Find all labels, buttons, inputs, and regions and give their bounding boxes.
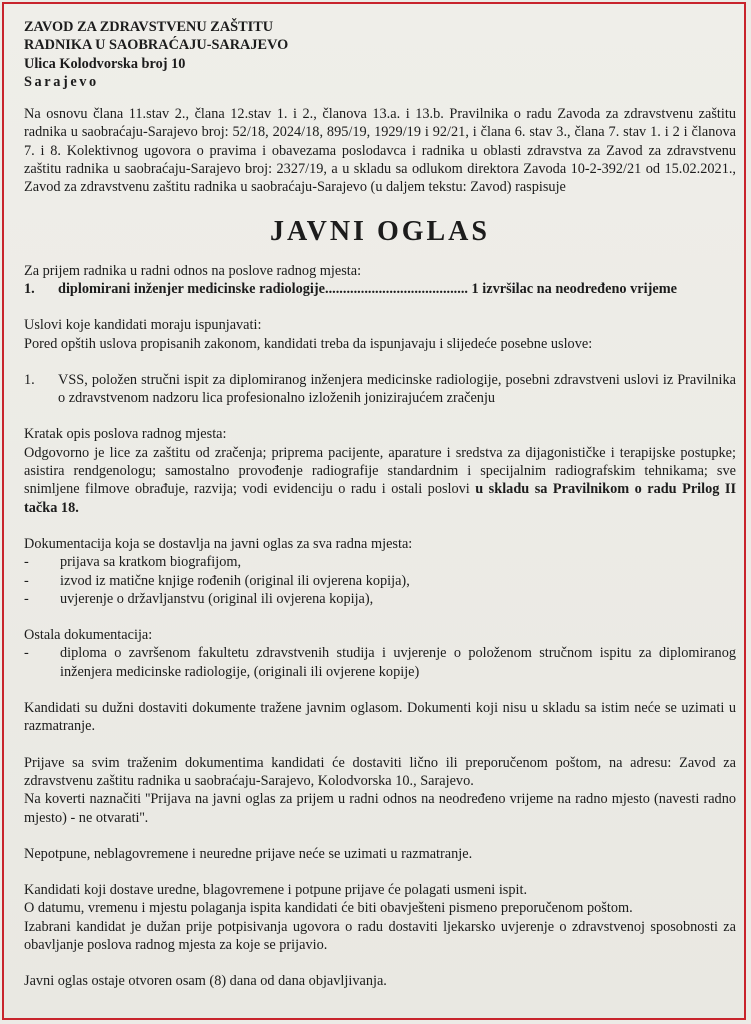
institution-address: Ulica Kolodvorska broj 10 (24, 55, 186, 72)
conditions-lead: Pored opštih uslova propisanih zakonom, kandidati treba da ispunjavaju i slijedeće posebne uslove: (24, 335, 593, 352)
institution-name-line2: RADNIKA U SAOBRAĆAJU-SARAJEVO (24, 37, 289, 54)
description-text (24, 444, 736, 517)
documentation-item (24, 572, 736, 590)
list-dash: - (24, 645, 29, 662)
documentation-item-text: izvod iz matične knjige rođenih (original ili ovjerena kopija), (60, 572, 410, 589)
condition-text: VSS, položen stručni ispit za diplomiranog inženjera medicinske radiologije, posebni zdravstveni uslovi iz Pravilnika o zdravstvenom nadzoru lica profesionalno izloženih jonizirajućem zračenju (58, 371, 736, 407)
documentation-item-text: uvjerenje o državljanstvu (original ili ovjerena kopija), (60, 590, 374, 607)
list-dash: - (24, 572, 29, 589)
conditions-heading: Uslovi koje kandidati moraju ispunjavati: (24, 317, 262, 334)
condition-item (24, 371, 736, 408)
documentation-item-text: prijava sa kratkom biografijom, (60, 554, 242, 571)
position-title: diplomirani inženjer medicinske radiologije........................................ 1 izvršilac na neodređeno vrijeme (58, 280, 677, 297)
obligation-paragraph: Kandidati su dužni dostaviti dokumente tražene javnim oglasom. Dokumenti koji nisu u skladu sa istim neće se uzimati u razmatranje. (24, 700, 736, 735)
submission-paragraph: Prijave sa svim traženim dokumentima kandidati će dostaviti lično ili preporučenom poštom, na adresu: Zavod za zdravstvenu zaštitu radnika u saobraćaju-Sarajevo, Kolodvorska 10., Sarajevo. (24, 754, 736, 789)
institution-header (24, 18, 736, 91)
envelope-paragraph: Na koverti naznačiti ''Prijava na javni oglas za prijem u radni odnos na neodređeno vrijeme na radno mjesto (navesti radno mjesto) - ne otvarati''. (24, 791, 736, 826)
documentation-item (24, 590, 736, 608)
list-dash: - (24, 590, 29, 607)
description-heading: Kratak opis poslova radnog mjesta: (24, 426, 227, 443)
position-item (24, 280, 736, 298)
institution-city: Sarajevo (24, 73, 99, 90)
position-lead: Za prijem radnika u radni odnos na poslove radnog mjesta: (24, 262, 362, 279)
documentation-item (24, 553, 736, 571)
description-reference: u skladu sa Pravilnikom o radu Prilog II tačka 18. (24, 481, 737, 516)
incomplete-paragraph: Nepotpune, neblagovremene i neuredne prijave neće se uzimati u razmatranje. (24, 845, 473, 862)
medical-paragraph: Izabrani kandidat je dužan prije potpisivanja ugovora o radu dostaviti ljekarsko uvjerenje o zdravstvenoj sposobnosti za obavljanje poslova radnog mjesta za koje se prijavio. (24, 918, 736, 953)
open-period-paragraph: Javni oglas ostaje otvoren osam (8) dana od dana objavljivanja. (24, 973, 387, 990)
announcement-body (24, 18, 736, 991)
list-dash: - (24, 554, 29, 571)
legal-basis-paragraph: Na osnovu člana 11.stav 2., člana 12.stav 1. i 2., članova 13.a. i 13.b. Pravilnika o radu Zavoda za zdravstvenu zaštitu radnika u saobraćaju-Sarajevo broj: 52/18, 2024/18, 895/19, 1929/19 i 92/21, i člana 6. stav 3., člana 7. stav 1. i 2 i članova 7. i 8. Kolektivnog ugovora o pravima i obavezama poslodavca i radnika u oblasti zdravstva za Zavod za zdravstvenu zaštitu radnika u saobraćaju-Sarajevo broj: 2327/19, a u skladu sa odlukom direktora Zavoda 10-2-392/21 od 15.02.2021., Zavod za zdravstvenu zaštitu radnika u saobraćaju-Sarajevo (u daljem tekstu: Zavod) raspisuje (24, 106, 736, 196)
condition-number: 1. (24, 371, 35, 388)
other-docs-heading: Ostala dokumentacija: (24, 627, 153, 644)
documentation-heading: Dokumentacija koja se dostavlja na javni oglas za sva radna mjesta: (24, 535, 413, 552)
other-docs-item (24, 644, 736, 681)
notification-paragraph: O datumu, vremenu i mjestu polaganja ispita kandidati će biti obavješteni pismeno preporučenom poštom. (24, 900, 633, 917)
institution-name-line1: ZAVOD ZA ZDRAVSTVENU ZAŠTITU (24, 19, 274, 35)
other-docs-item-text: diploma o završenom fakultetu zdravstvenih studija i uvjerenje o položenom stručnom ispitu za diplomiranog inženjera medicinske radiologije, (originali ili ovjerene kopije) (60, 645, 736, 680)
announcement-title: JAVNI OGLAS (270, 215, 490, 247)
announcement-frame (2, 2, 746, 1020)
exam-paragraph: Kandidati koji dostave uredne, blagovremene i potpune prijave će polagati usmeni ispit. (24, 882, 528, 899)
description-body: Odgovorno je lice za zaštitu od zračenja; priprema pacijente, aparature i sredstva za dijagonističke i terapijske postupke; asistira rendgenologu; samostalno provođenje radiografije standardnim i specijalnim radiografskim tehnikama; sve snimljene filmove obrađuje, razvija; vodi evidenciju o radu i ostali poslovi (24, 444, 736, 498)
position-number: 1. (24, 280, 35, 297)
